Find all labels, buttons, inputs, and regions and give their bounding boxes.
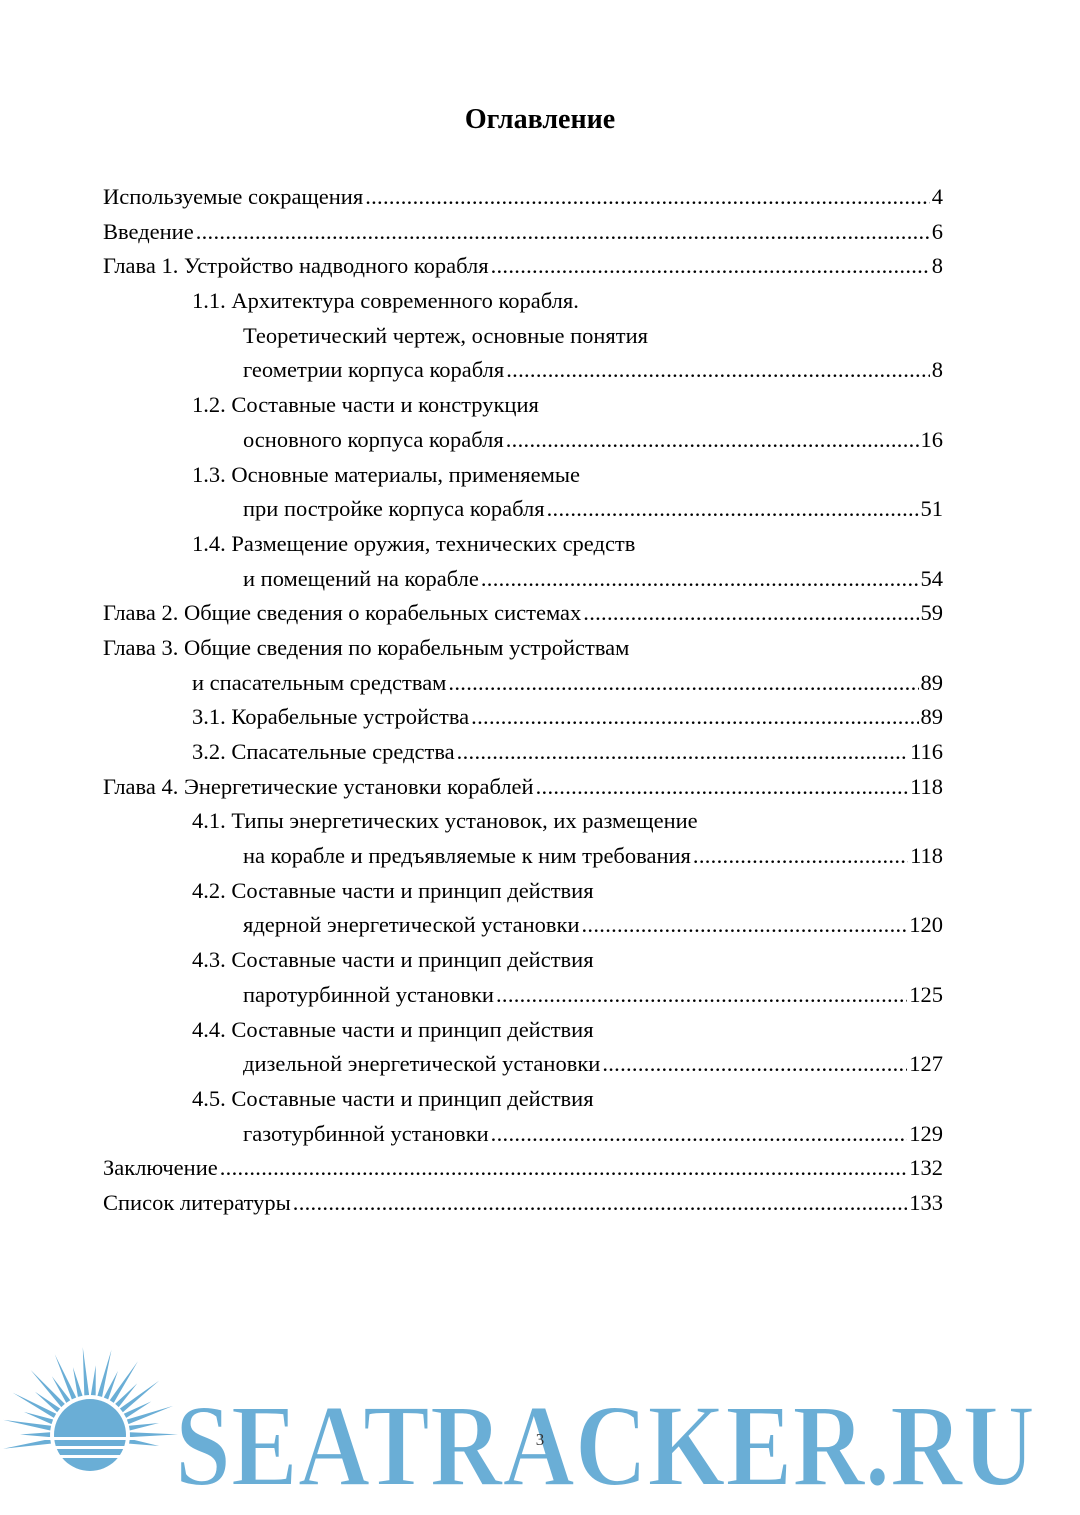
toc-entry-title: при постройке корпуса корабля [243, 496, 545, 522]
toc-entry-page: 125 [909, 981, 943, 1007]
dot-leader [196, 215, 930, 250]
table-of-contents [103, 180, 943, 1221]
toc-entry-title: Глава 3. Общие сведения по корабельным устройствам [103, 634, 630, 660]
toc-entry[interactable] [103, 492, 943, 527]
toc-entry-page: 129 [909, 1120, 943, 1146]
toc-entry-title: Заключение [103, 1155, 218, 1181]
toc-entry[interactable] [103, 458, 943, 493]
dot-leader [491, 249, 930, 284]
toc-entry-title: геометрии корпуса корабля [243, 357, 505, 383]
toc-entry-title: газотурбинной установки [243, 1120, 489, 1146]
toc-entry-page: 54 [920, 565, 943, 591]
dot-leader [481, 562, 919, 597]
toc-entry[interactable] [103, 978, 943, 1013]
toc-entry-title: и помещений на корабле [243, 565, 479, 591]
toc-entry[interactable] [103, 284, 943, 319]
toc-entry-title: Используемые сокращения [103, 184, 364, 209]
toc-entry-title: на корабле и предъявляемые к ним требования [243, 843, 691, 869]
toc-entry-title: 1.2. Составные части и конструкция [192, 392, 539, 418]
toc-entry-title: паротурбинной установки [243, 981, 494, 1007]
toc-entry-title: 1.1. Архитектура современного корабля. [192, 288, 579, 314]
toc-entry-title: 4.3. Составные части и принцип действия [192, 947, 594, 973]
dot-leader [582, 908, 908, 943]
toc-entry[interactable] [103, 353, 943, 388]
toc-entry[interactable] [103, 666, 943, 701]
toc-entry[interactable] [103, 1186, 943, 1221]
toc-entry[interactable] [103, 1117, 943, 1152]
toc-entry[interactable] [103, 180, 943, 215]
dot-leader [457, 735, 908, 770]
toc-entry-title: ядерной энергетической установки [243, 912, 580, 938]
dot-leader [536, 770, 908, 805]
toc-entry[interactable] [103, 1047, 943, 1082]
toc-entry-title: 4.2. Составные части и принцип действия [192, 877, 594, 903]
toc-entry-page: 133 [909, 1189, 943, 1215]
toc-entry-page: 8 [931, 253, 943, 279]
toc-entry-page: 16 [920, 426, 943, 452]
toc-entry-title: 4.1. Типы энергетических установок, их размещение [192, 808, 698, 834]
toc-entry[interactable] [103, 700, 943, 735]
toc-entry-page: 89 [920, 669, 943, 695]
dot-leader [491, 1117, 908, 1152]
dot-leader [602, 1047, 907, 1082]
toc-entry[interactable] [103, 249, 943, 284]
dot-leader [220, 1151, 908, 1186]
dot-leader [583, 596, 918, 631]
sun-icon [3, 1347, 178, 1471]
dot-leader [471, 700, 918, 735]
dot-leader [506, 353, 930, 388]
dot-leader [693, 839, 908, 874]
toc-entry-page: 51 [920, 496, 943, 522]
toc-entry-title: 1.4. Размещение оружия, технических средств [192, 530, 636, 556]
toc-entry[interactable] [103, 423, 943, 458]
dot-leader [293, 1186, 907, 1221]
toc-entry-title: Глава 2. Общие сведения о корабельных системах [103, 600, 582, 626]
dot-leader [496, 978, 907, 1013]
toc-entry-title: 1.3. Основные материалы, применяемые [192, 461, 580, 487]
toc-entry-page: 116 [910, 739, 943, 764]
toc-entry[interactable] [103, 804, 943, 839]
toc-entry-page: 4 [931, 184, 943, 209]
toc-entry-title: Глава 1. Устройство надводного корабля [103, 253, 489, 279]
page-number: 3 [535, 1430, 545, 1449]
toc-entry-title: Теоретический чертеж, основные понятия [243, 322, 648, 348]
toc-entry-page: 120 [909, 912, 943, 938]
toc-entry[interactable] [103, 319, 943, 354]
dot-leader [547, 492, 919, 527]
toc-entry[interactable] [103, 874, 943, 909]
toc-entry[interactable] [103, 839, 943, 874]
toc-entry-page: 118 [910, 773, 943, 799]
toc-entry-title: и спасательным средствам [192, 669, 447, 695]
toc-entry[interactable] [103, 596, 943, 631]
watermark-text: SEATRACKER.RU [175, 1380, 1035, 1511]
toc-entry[interactable] [103, 908, 943, 943]
toc-entry-page: 59 [920, 600, 943, 626]
toc-entry[interactable] [103, 527, 943, 562]
toc-entry[interactable] [103, 770, 943, 805]
toc-entry-page: 127 [909, 1051, 943, 1077]
toc-entry[interactable] [103, 943, 943, 978]
toc-entry-page: 132 [909, 1155, 943, 1181]
page-title: Оглавление [464, 104, 616, 135]
toc-entry-title: Введение [103, 218, 194, 244]
toc-entry-title: Глава 4. Энергетические установки кораблей [103, 773, 534, 799]
toc-entry[interactable] [103, 388, 943, 423]
toc-entry-page: 89 [920, 704, 943, 730]
toc-entry[interactable] [103, 215, 943, 250]
dot-leader [448, 666, 918, 701]
dot-leader [506, 423, 919, 458]
watermark [0, 1335, 1080, 1515]
toc-entry-title: 3.1. Корабельные устройства [192, 704, 470, 730]
toc-entry-title: дизельной энергетической установки [243, 1051, 601, 1077]
toc-entry[interactable] [103, 735, 943, 770]
toc-entry[interactable] [103, 562, 943, 597]
toc-entry[interactable] [103, 1082, 943, 1117]
toc-entry-page: 118 [910, 843, 943, 869]
toc-entry[interactable] [103, 1151, 943, 1186]
toc-entry-title: основного корпуса корабля [243, 426, 504, 452]
toc-entry-title: 3.2. Спасательные средства [192, 739, 455, 764]
toc-entry-title: Список литературы [103, 1189, 291, 1215]
toc-entry-page: 6 [931, 218, 943, 244]
toc-entry-title: 4.4. Составные части и принцип действия [192, 1016, 594, 1042]
toc-entry[interactable] [103, 1013, 943, 1048]
toc-entry-title: 4.5. Составные части и принцип действия [192, 1085, 594, 1111]
toc-entry[interactable] [103, 631, 943, 666]
dot-leader [365, 180, 930, 215]
toc-entry-page: 8 [931, 357, 943, 383]
